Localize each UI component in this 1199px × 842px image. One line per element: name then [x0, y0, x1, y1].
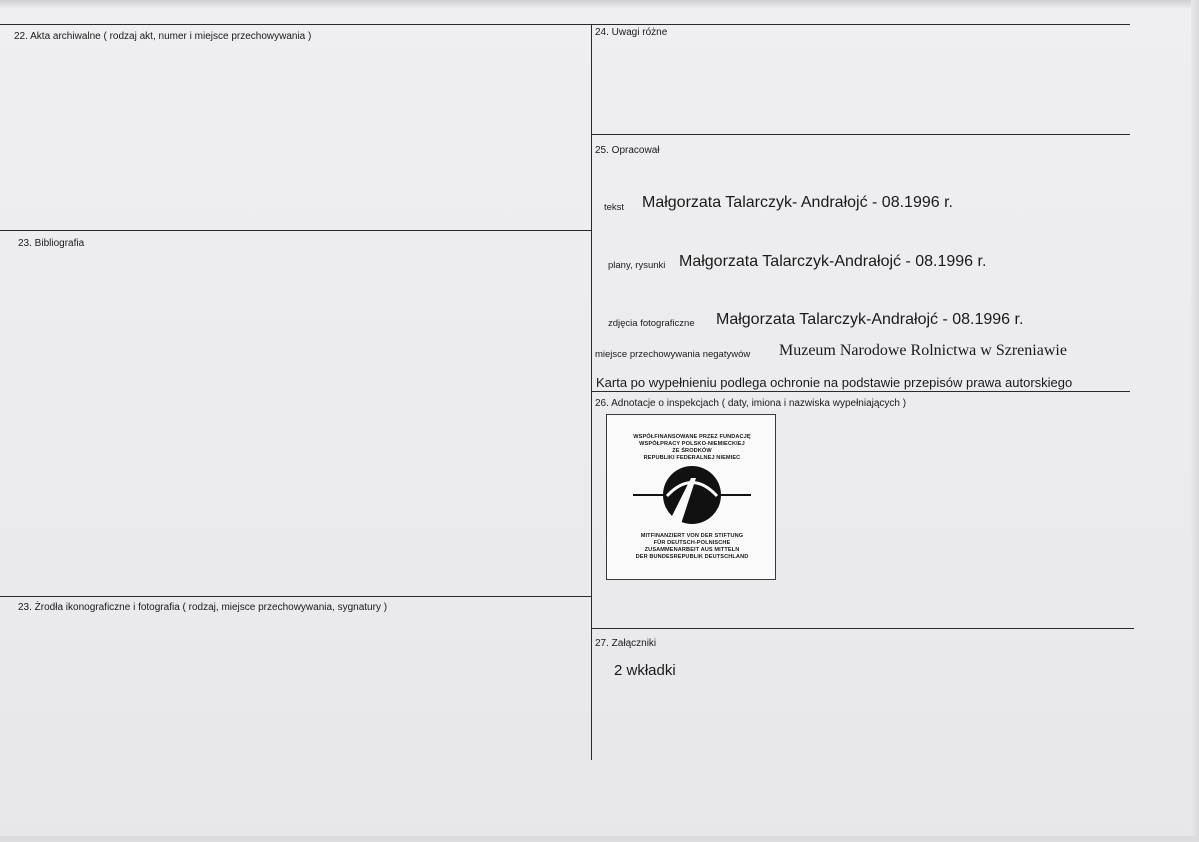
- photos-author-value: Małgorzata Talarczyk-Andrałojć - 08.1996 r.: [716, 311, 1024, 328]
- logo-pl-line-1: WSPÓŁFINANSOWANE PRZEZ FUNDACJĘ: [633, 434, 751, 440]
- scan-top-shadow: [0, 0, 1199, 8]
- logo-polish-text: [607, 434, 777, 462]
- text-author-value: Małgorzata Talarczyk- Andrałojć - 08.1996 r.: [642, 194, 953, 211]
- logo-de-line-2: FÜR DEUTSCH-POLNISCHE: [653, 540, 731, 546]
- logo-de-line-1: MITFINANZIERT VON DER STIFTUNG: [640, 533, 744, 539]
- foundation-logo-stamp: [606, 414, 776, 580]
- logo-german-text: [607, 533, 777, 561]
- logo-pl-line-2: WSPÓŁPRACY POLSKO-NIEMIECKIEJ: [639, 441, 745, 447]
- logo-pl-line-3: ZE ŚRODKÓW: [672, 448, 712, 454]
- attachments-value: 2 wkładki: [614, 662, 676, 679]
- copyright-note: Karta po wypełnieniu podlega ochronie na podstawie przepisów prawa autorskiego: [596, 375, 1073, 390]
- rule-24-25: [592, 134, 1130, 135]
- text-author-label: tekst: [604, 202, 625, 213]
- scan-bottom-edge: [0, 836, 1199, 842]
- field-27-label: 27. Załączniki: [595, 638, 657, 649]
- field-25-label: 25. Opracował: [595, 145, 660, 156]
- rule-25-26: [592, 391, 1130, 392]
- plans-author-label: plany, rysunki: [608, 260, 666, 271]
- field-23-label: 23. Bibliografia: [18, 238, 85, 249]
- scan-right-edge: [1191, 0, 1199, 842]
- plans-author-value: Małgorzata Talarczyk-Andrałojć - 08.1996 r.: [679, 253, 987, 270]
- rule-23-23b: [0, 596, 592, 597]
- field-23b-label: 23. Żrodła ikonograficzne i fotografia ( rodzaj, miejsce przechowywania, sygnatury ): [18, 602, 388, 613]
- logo-de-line-3: ZUSAMMENARBEIT AUS MITTELN: [644, 547, 740, 553]
- top-rule: [0, 24, 1130, 25]
- logo-pl-line-4: REPUBLIKI FEDERALNEJ NIEMIEC: [643, 455, 741, 461]
- road-circle-icon: [607, 465, 777, 525]
- field-26-label: 26. Adnotacje o inspekcjach ( daty, imiona i nazwiska wypełniających ): [595, 398, 907, 409]
- photos-author-label: zdjęcia fotograficzne: [608, 318, 695, 329]
- rule-26-27: [592, 628, 1134, 629]
- rule-22-23: [0, 230, 592, 231]
- negatives-location-label: miejsce przechowywania negatywów: [595, 349, 751, 360]
- field-24-label: 24. Uwagi różne: [595, 27, 668, 38]
- field-22-label: 22. Akta archiwalne ( rodzaj akt, numer i miejsce przechowywania ): [14, 31, 312, 42]
- logo-de-line-4: DER BUNDESREPUBLIK DEUTSCHLAND: [635, 554, 749, 560]
- negatives-location-value: Muzeum Narodowe Rolnictwa w Szreniawie: [779, 342, 1067, 359]
